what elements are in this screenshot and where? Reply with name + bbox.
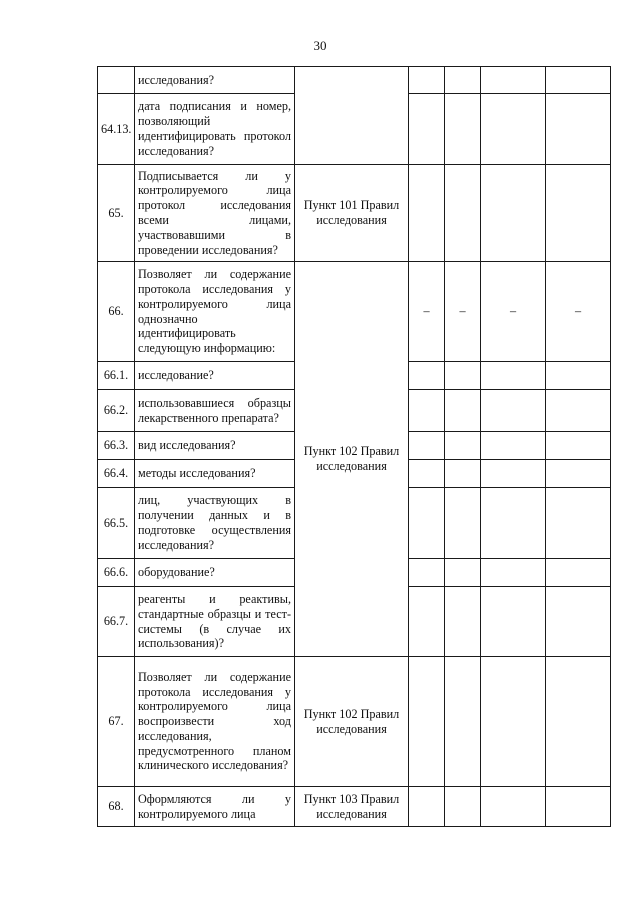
answer-no-cell[interactable] xyxy=(445,67,481,94)
answer-no-cell[interactable] xyxy=(445,460,481,488)
answer-no-cell[interactable] xyxy=(445,362,481,390)
answer-no-cell[interactable] xyxy=(445,94,481,165)
notes-cell[interactable] xyxy=(546,67,611,94)
answer-no-cell[interactable] xyxy=(445,390,481,432)
answer-na-cell[interactable] xyxy=(481,390,546,432)
question-text: исследования? xyxy=(135,67,295,94)
question-text: использовавшиеся образцы лекарственного препарата? xyxy=(135,390,295,432)
answer-na-cell[interactable] xyxy=(481,460,546,488)
item-number: 64.13. xyxy=(98,94,135,165)
answer-no-cell[interactable] xyxy=(445,432,481,460)
answer-na-cell[interactable] xyxy=(481,432,546,460)
item-number: 65. xyxy=(98,165,135,262)
question-text: исследование? xyxy=(135,362,295,390)
notes-cell[interactable] xyxy=(546,94,611,165)
question-text: дата подписания и номер, позволяющий идентифицировать протокол исследования? xyxy=(135,94,295,165)
answer-na-cell[interactable] xyxy=(481,488,546,559)
notes-cell[interactable] xyxy=(546,787,611,827)
item-number: 66.2. xyxy=(98,390,135,432)
answer-na-cell[interactable] xyxy=(481,67,546,94)
question-text: Позволяет ли содержание протокола исследования у контролируемого лица однозначно идентифицировать следующую информацию: xyxy=(135,262,295,362)
answer-yes-cell[interactable] xyxy=(409,390,445,432)
table-row xyxy=(98,657,611,787)
answer-no-cell[interactable] xyxy=(445,165,481,262)
answer-yes-cell[interactable] xyxy=(409,559,445,587)
notes-cell[interactable] xyxy=(546,432,611,460)
question-text: Позволяет ли содержание протокола исследования у контролируемого лица воспроизвести ход исследования, предусмотренного планом клинического исследования? xyxy=(135,657,295,787)
question-text: методы исследования? xyxy=(135,460,295,488)
item-number: 66.7. xyxy=(98,587,135,657)
question-text: Оформляются ли у контролируемого лица xyxy=(135,787,295,827)
table-row xyxy=(98,67,611,94)
item-number: 66.1. xyxy=(98,362,135,390)
answer-no-cell[interactable] xyxy=(445,559,481,587)
dash-mark: – xyxy=(409,262,445,362)
answer-na-cell[interactable] xyxy=(481,165,546,262)
item-number: 66.5. xyxy=(98,488,135,559)
notes-cell[interactable] xyxy=(546,559,611,587)
reference-cell: Пункт 102 Правил исследования xyxy=(295,657,409,787)
answer-no-cell[interactable] xyxy=(445,787,481,827)
question-text: вид исследования? xyxy=(135,432,295,460)
item-number: 66. xyxy=(98,262,135,362)
notes-cell[interactable] xyxy=(546,657,611,787)
answer-yes-cell[interactable] xyxy=(409,657,445,787)
page-number: 30 xyxy=(313,38,327,53)
answer-yes-cell[interactable] xyxy=(409,460,445,488)
reference-cell: Пункт 103 Правил исследования xyxy=(295,787,409,827)
answer-yes-cell[interactable] xyxy=(409,587,445,657)
answer-yes-cell[interactable] xyxy=(409,362,445,390)
notes-cell[interactable] xyxy=(546,390,611,432)
item-number xyxy=(98,67,135,94)
answer-no-cell[interactable] xyxy=(445,488,481,559)
answer-na-cell[interactable] xyxy=(481,657,546,787)
dash-mark: – xyxy=(445,262,481,362)
reference-cell xyxy=(295,67,409,165)
answer-no-cell[interactable] xyxy=(445,587,481,657)
reference-cell: Пункт 102 Правил исследования xyxy=(295,262,409,657)
answer-yes-cell[interactable] xyxy=(409,94,445,165)
table-row xyxy=(98,787,611,827)
table-row xyxy=(98,165,611,262)
question-text: реагенты и реактивы, стандартные образцы и тест-системы (в случае их использования)? xyxy=(135,587,295,657)
item-number: 66.4. xyxy=(98,460,135,488)
answer-yes-cell[interactable] xyxy=(409,787,445,827)
answer-yes-cell[interactable] xyxy=(409,165,445,262)
notes-cell[interactable] xyxy=(546,460,611,488)
answer-yes-cell[interactable] xyxy=(409,432,445,460)
answer-na-cell[interactable] xyxy=(481,587,546,657)
answer-na-cell[interactable] xyxy=(481,559,546,587)
answer-na-cell[interactable] xyxy=(481,94,546,165)
answer-na-cell[interactable] xyxy=(481,362,546,390)
item-number: 66.6. xyxy=(98,559,135,587)
answer-yes-cell[interactable] xyxy=(409,67,445,94)
item-number: 66.3. xyxy=(98,432,135,460)
item-number: 68. xyxy=(98,787,135,827)
question-text: Подписывается ли у контролируемого лица протокол исследования всеми лицами, участвовавшими в проведении исследования? xyxy=(135,165,295,262)
answer-no-cell[interactable] xyxy=(445,657,481,787)
notes-cell[interactable] xyxy=(546,488,611,559)
reference-cell: Пункт 101 Правил исследования xyxy=(295,165,409,262)
notes-cell[interactable] xyxy=(546,165,611,262)
question-text: лиц, участвующих в получении данных и в подготовке осуществления исследования? xyxy=(135,488,295,559)
answer-na-cell[interactable] xyxy=(481,787,546,827)
table-row xyxy=(98,262,611,362)
answer-yes-cell[interactable] xyxy=(409,488,445,559)
notes-cell[interactable] xyxy=(546,587,611,657)
checklist-table xyxy=(97,66,611,827)
item-number: 67. xyxy=(98,657,135,787)
notes-cell[interactable] xyxy=(546,362,611,390)
dash-mark: – xyxy=(481,262,546,362)
dash-mark: – xyxy=(546,262,611,362)
question-text: оборудование? xyxy=(135,559,295,587)
